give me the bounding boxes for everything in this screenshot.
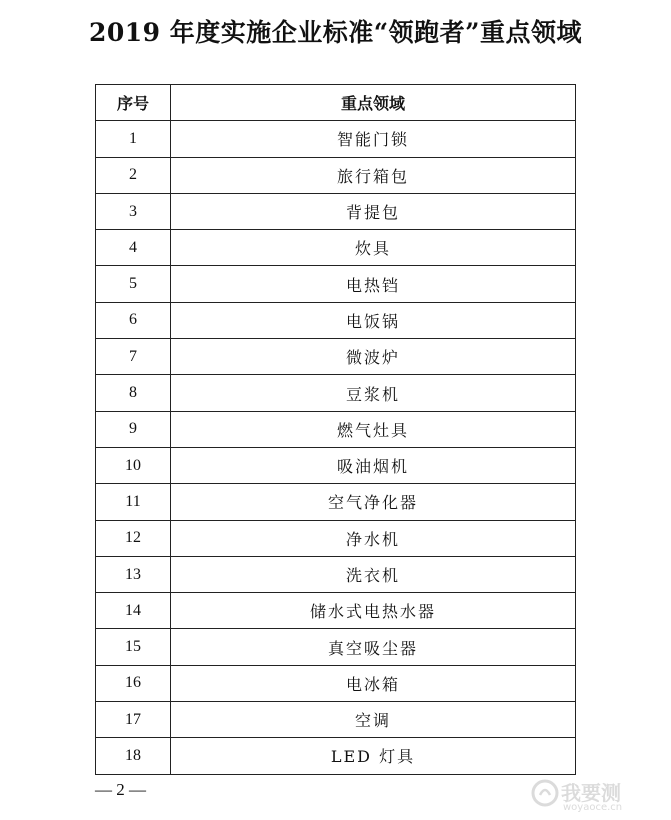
table-row [96, 447, 576, 483]
table-row [96, 738, 576, 774]
table-row [96, 266, 576, 302]
row-number: 11 [96, 484, 171, 520]
header-field: 重点领域 [171, 85, 576, 121]
row-field: 净水机 [171, 520, 576, 556]
row-number: 14 [96, 593, 171, 629]
row-field: 空气净化器 [171, 484, 576, 520]
row-number: 8 [96, 375, 171, 411]
table-row [96, 520, 576, 556]
row-field: 电热铛 [171, 266, 576, 302]
header-number: 序号 [96, 85, 171, 121]
table-body [96, 121, 576, 774]
watermark-url: woyaoce.cn [563, 802, 623, 813]
table-row [96, 193, 576, 229]
row-field: 电冰箱 [171, 665, 576, 701]
table-row [96, 484, 576, 520]
row-field: 旅行箱包 [171, 157, 576, 193]
row-field: 豆浆机 [171, 375, 576, 411]
row-number: 15 [96, 629, 171, 665]
row-number: 16 [96, 665, 171, 701]
row-number: 4 [96, 230, 171, 266]
row-field: 微波炉 [171, 339, 576, 375]
table-row [96, 665, 576, 701]
table-row [96, 556, 576, 592]
row-field: 炊具 [171, 230, 576, 266]
table-row [96, 230, 576, 266]
row-field: 燃气灶具 [171, 411, 576, 447]
row-number: 18 [96, 738, 171, 774]
row-number: 5 [96, 266, 171, 302]
row-number: 7 [96, 339, 171, 375]
row-number: 9 [96, 411, 171, 447]
table-row [96, 375, 576, 411]
row-field: LED 灯具 [171, 738, 576, 774]
watermark [531, 777, 661, 815]
row-field: 背提包 [171, 193, 576, 229]
table-header-row [96, 85, 576, 121]
row-number: 6 [96, 302, 171, 338]
row-number: 10 [96, 447, 171, 483]
table-row [96, 593, 576, 629]
row-number: 1 [96, 121, 171, 157]
document-title: 2019 年度实施企业标准“领跑者”重点领域 [88, 18, 583, 47]
table-row [96, 339, 576, 375]
row-number: 3 [96, 193, 171, 229]
row-field: 真空吸尘器 [171, 629, 576, 665]
table-row [96, 121, 576, 157]
row-field: 空调 [171, 702, 576, 738]
table-row [96, 411, 576, 447]
key-fields-table [95, 84, 576, 775]
watermark-text: 我要测 [561, 781, 621, 805]
row-number: 2 [96, 157, 171, 193]
row-field: 吸油烟机 [171, 447, 576, 483]
table-row [96, 629, 576, 665]
row-field: 洗衣机 [171, 556, 576, 592]
row-number: 17 [96, 702, 171, 738]
row-field: 电饭锅 [171, 302, 576, 338]
circle-logo-icon [531, 779, 559, 807]
row-field: 储水式电热水器 [171, 593, 576, 629]
row-field: 智能门锁 [171, 121, 576, 157]
row-number: 12 [96, 520, 171, 556]
table-row [96, 702, 576, 738]
table-row [96, 157, 576, 193]
table-row [96, 302, 576, 338]
page-number: — 2 — [95, 780, 146, 799]
row-number: 13 [96, 556, 171, 592]
